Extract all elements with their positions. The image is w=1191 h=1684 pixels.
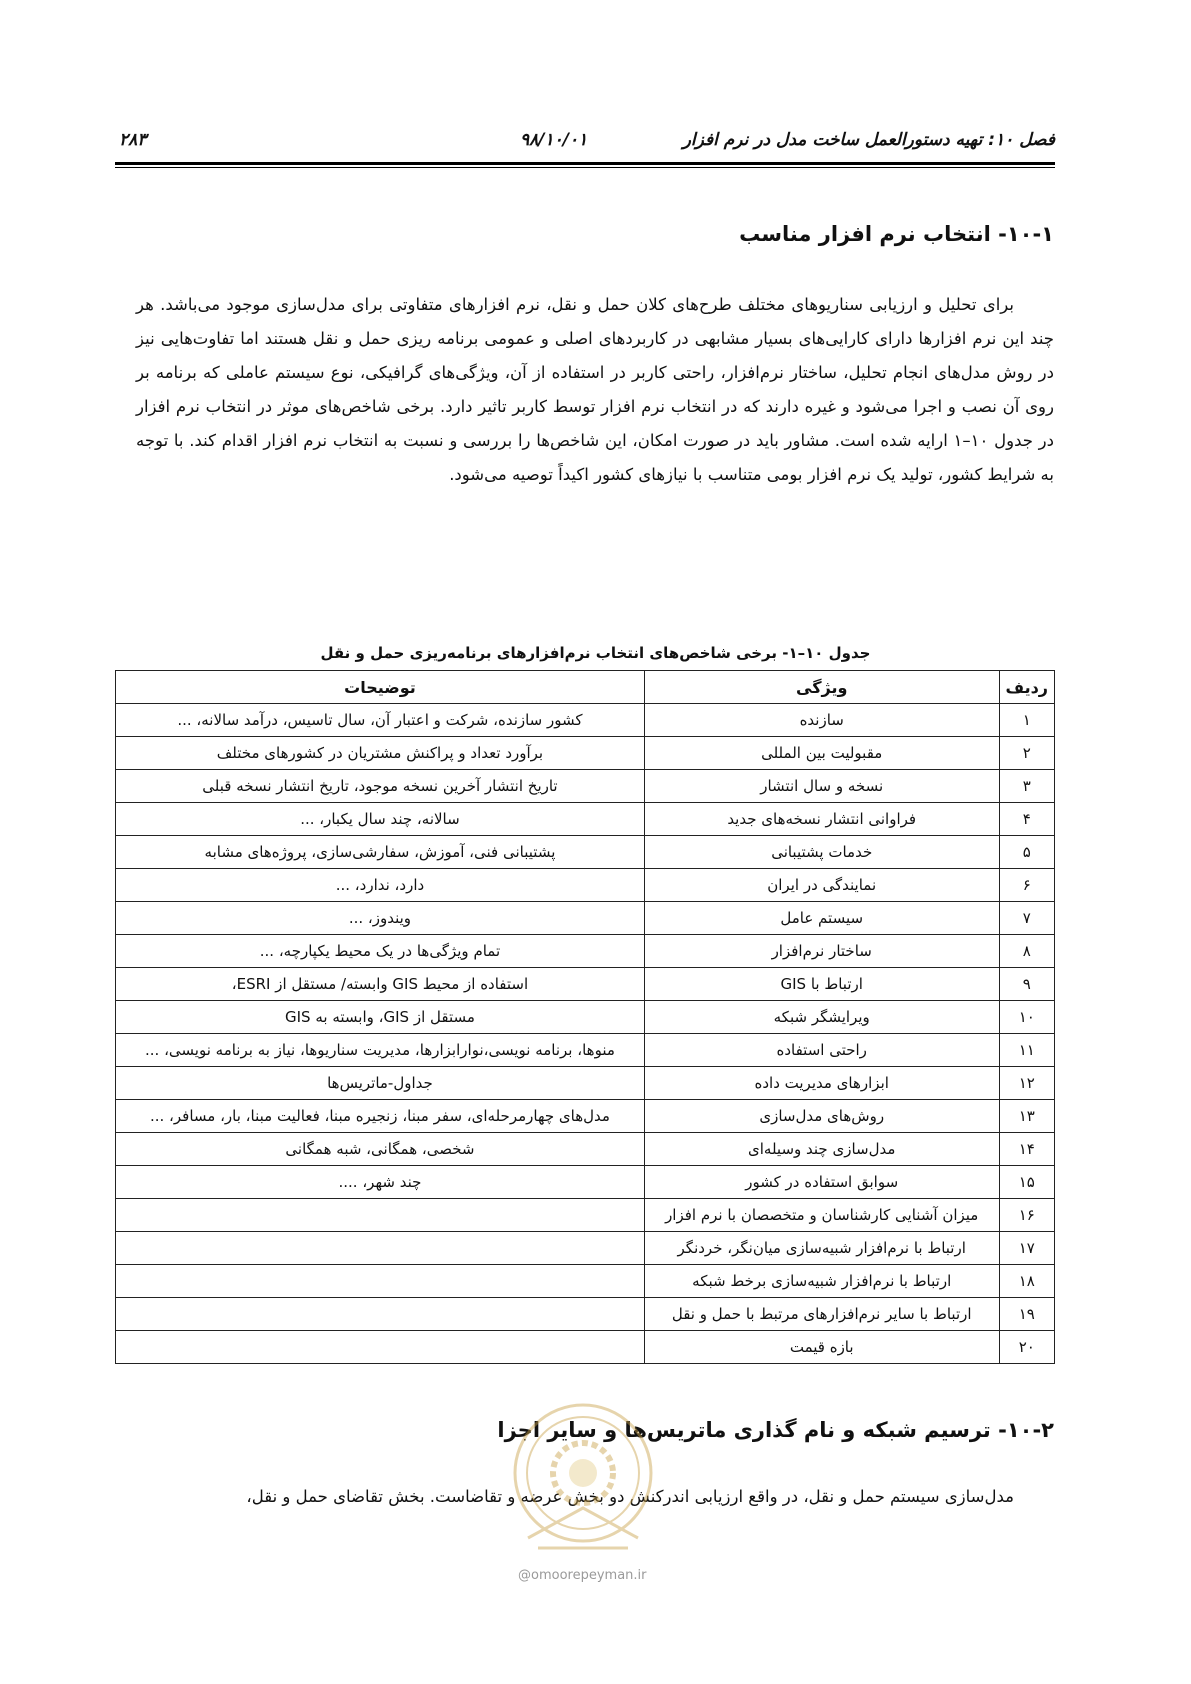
table-row xyxy=(116,1298,1055,1331)
row-number-cell: ۱ xyxy=(999,704,1054,737)
row-number-cell: ۷ xyxy=(999,902,1054,935)
row-number-cell: ۱۹ xyxy=(999,1298,1054,1331)
section-heading-1: ۱۰-۱- انتخاب نرم افزار مناسب xyxy=(739,222,1054,246)
description-cell: ویندوز، ... xyxy=(116,902,645,935)
table-row xyxy=(116,1199,1055,1232)
table-row xyxy=(116,935,1055,968)
row-number-cell: ۲ xyxy=(999,737,1054,770)
section-paragraph-1: برای تحلیل و ارزیابی سناریوهای مختلف طرح‌های کلان حمل و نقل، نرم افزارهای متفاوتی برای مدل‌سازی موجود می‌باشد. هر چند این نرم افزارها دارای کارایی‌های بسیار مشابهی در کاربردهای اصلی و عمومی برنامه ریزی حمل و نقل هستند اما تفاوت‌هایی نیز در روش مدل‌های انجام تحلیل، ساختار نرم‌افزار، راحتی کاربر در استفاده از آن، ویژگی‌های گرافیکی، نوع سیستم عاملی که برنامه بر روی آن نصب و اجرا می‌شود و غیره دارند که در انتخاب نرم افزار توسط کاربر تاثیر دارد. برخی شاخص‌های موثر در انتخاب نرم افزار در جدول ۱۰–۱ ارایه شده است. مشاور باید در صورت امکان، این شاخص‌ها را بررسی و نسبت به انتخاب نرم افزار اقدام کند. با توجه به شرایط کشور، تولید یک نرم افزار بومی متناسب با نیازهای کشور اکیداً توصیه می‌شود. xyxy=(136,295,1054,484)
header-rule-thick xyxy=(115,162,1055,165)
table-caption: جدول ۱۰–۱- برخی شاخص‌های انتخاب نرم‌افزارهای برنامه‌ریزی حمل و نقل xyxy=(320,644,871,662)
feature-cell: مقبولیت بین المللی xyxy=(644,737,999,770)
header-rule-thin xyxy=(115,167,1055,168)
table-row xyxy=(116,1166,1055,1199)
description-cell: جداول-ماتریس‌ها xyxy=(116,1067,645,1100)
table-row xyxy=(116,1034,1055,1067)
table-row xyxy=(116,1265,1055,1298)
feature-cell: ارتباط با نرم‌افزار شبیه‌سازی برخط شبکه xyxy=(644,1265,999,1298)
table-row xyxy=(116,836,1055,869)
description-cell: چند شهر، .... xyxy=(116,1166,645,1199)
table-row xyxy=(116,869,1055,902)
table-row xyxy=(116,902,1055,935)
table-row xyxy=(116,1067,1055,1100)
page-number: ۲۸۳ xyxy=(119,130,147,150)
row-number-cell: ۴ xyxy=(999,803,1054,836)
feature-cell: ویرایشگر شبکه xyxy=(644,1001,999,1034)
row-number-cell: ۱۳ xyxy=(999,1100,1054,1133)
description-cell xyxy=(116,1331,645,1364)
row-number-cell: ۸ xyxy=(999,935,1054,968)
table-row xyxy=(116,737,1055,770)
description-cell xyxy=(116,1199,645,1232)
row-number-cell: ۱۲ xyxy=(999,1067,1054,1100)
row-number-cell: ۱۰ xyxy=(999,1001,1054,1034)
description-cell: تاریخ انتشار آخرین نسخه موجود، تاریخ انتشار نسخه قبلی xyxy=(116,770,645,803)
description-cell: شخصی، همگانی، شبه همگانی xyxy=(116,1133,645,1166)
row-number-cell: ۳ xyxy=(999,770,1054,803)
table-body xyxy=(116,704,1055,1364)
table-row xyxy=(116,968,1055,1001)
header-row-number: ردیف xyxy=(999,671,1054,704)
feature-cell: بازه قیمت xyxy=(644,1331,999,1364)
row-number-cell: ۱۷ xyxy=(999,1232,1054,1265)
feature-cell: روش‌های مدل‌سازی xyxy=(644,1100,999,1133)
description-cell: کشور سازنده، شرکت و اعتبار آن، سال تاسیس، درآمد سالانه، ... xyxy=(116,704,645,737)
row-number-cell: ۹ xyxy=(999,968,1054,1001)
row-number-cell: ۶ xyxy=(999,869,1054,902)
row-number-cell: ۱۵ xyxy=(999,1166,1054,1199)
table-row xyxy=(116,1001,1055,1034)
feature-cell: میزان آشنایی کارشناسان و متخصصان با نرم افزار xyxy=(644,1199,999,1232)
feature-cell: راحتی استفاده xyxy=(644,1034,999,1067)
table-row xyxy=(116,1100,1055,1133)
description-cell: سالانه، چند سال یکبار، ... xyxy=(116,803,645,836)
software-criteria-table xyxy=(115,670,1055,1364)
feature-cell: ارتباط با سایر نرم‌افزارهای مرتبط با حمل و نقل xyxy=(644,1298,999,1331)
running-header xyxy=(115,130,1055,156)
description-cell: استفاده از محیط GIS وابسته/ مستقل از ESRI، xyxy=(116,968,645,1001)
table-row xyxy=(116,704,1055,737)
feature-cell: سیستم عامل xyxy=(644,902,999,935)
row-number-cell: ۵ xyxy=(999,836,1054,869)
description-cell xyxy=(116,1232,645,1265)
row-number-cell: ۱۴ xyxy=(999,1133,1054,1166)
feature-cell: ارتباط با GIS xyxy=(644,968,999,1001)
description-cell xyxy=(116,1265,645,1298)
section-heading-2: ۱۰-۲- ترسیم شبکه و نام گذاری ماتریس‌ها و سایر اجزا xyxy=(497,1418,1054,1442)
feature-cell: خدمات پشتیبانی xyxy=(644,836,999,869)
row-number-cell: ۱۱ xyxy=(999,1034,1054,1067)
description-cell: برآورد تعداد و پراکنش مشتریان در کشورهای مختلف xyxy=(116,737,645,770)
row-number-cell: ۱۶ xyxy=(999,1199,1054,1232)
header-date: ۹۸/۱۰/۰۱ xyxy=(520,130,588,150)
description-cell: دارد، ندارد، ... xyxy=(116,869,645,902)
feature-cell: سوابق استفاده در کشور xyxy=(644,1166,999,1199)
table-row xyxy=(116,803,1055,836)
row-number-cell: ۲۰ xyxy=(999,1331,1054,1364)
description-cell: منوها، برنامه نویسی،نوارابزارها، مدیریت سناریوها، نیاز به برنامه نویسی، ... xyxy=(116,1034,645,1067)
feature-cell: فراوانی انتشار نسخه‌های جدید xyxy=(644,803,999,836)
feature-cell: سازنده xyxy=(644,704,999,737)
publisher-seal-watermark xyxy=(508,1388,658,1568)
feature-cell: ابزارهای مدیریت داده xyxy=(644,1067,999,1100)
description-cell: مدل‌های چهارمرحله‌ای، سفر مبنا، زنجیره مبنا، فعالیت مبنا، بار، مسافر، ... xyxy=(116,1100,645,1133)
table-header-row xyxy=(116,671,1055,704)
feature-cell: نسخه و سال انتشار xyxy=(644,770,999,803)
description-cell: پشتیبانی فنی، آموزش، سفارشی‌سازی، پروژه‌های مشابه xyxy=(116,836,645,869)
feature-cell: ساختار نرم‌افزار xyxy=(644,935,999,968)
section-paragraph-2: مدل‌سازی سیستم حمل و نقل، در واقع ارزیابی اندرکنش دو بخش عرضه و تقاضاست. بخش تقاضای حمل و نقل، xyxy=(246,1487,1014,1506)
table-row xyxy=(116,770,1055,803)
description-cell: تمام ویژگی‌ها در یک محیط یکپارچه، ... xyxy=(116,935,645,968)
feature-cell: مدل‌سازی چند وسیله‌ای xyxy=(644,1133,999,1166)
description-cell xyxy=(116,1298,645,1331)
table-row xyxy=(116,1133,1055,1166)
feature-cell: نمایندگی در ایران xyxy=(644,869,999,902)
chapter-title: فصل ۱۰: تهیه دستورالعمل ساخت مدل در نرم افزار xyxy=(682,130,1055,150)
feature-cell: ارتباط با نرم‌افزار شبیه‌سازی میان‌نگر، خردنگر xyxy=(644,1232,999,1265)
header-feature: ویژگی xyxy=(644,671,999,704)
table-row xyxy=(116,1331,1055,1364)
table-row xyxy=(116,1232,1055,1265)
row-number-cell: ۱۸ xyxy=(999,1265,1054,1298)
watermark-site-text: @omoorepeyman.ir xyxy=(518,1568,647,1583)
header-description: توضیحات xyxy=(116,671,645,704)
description-cell: مستقل از GIS، وابسته به GIS xyxy=(116,1001,645,1034)
